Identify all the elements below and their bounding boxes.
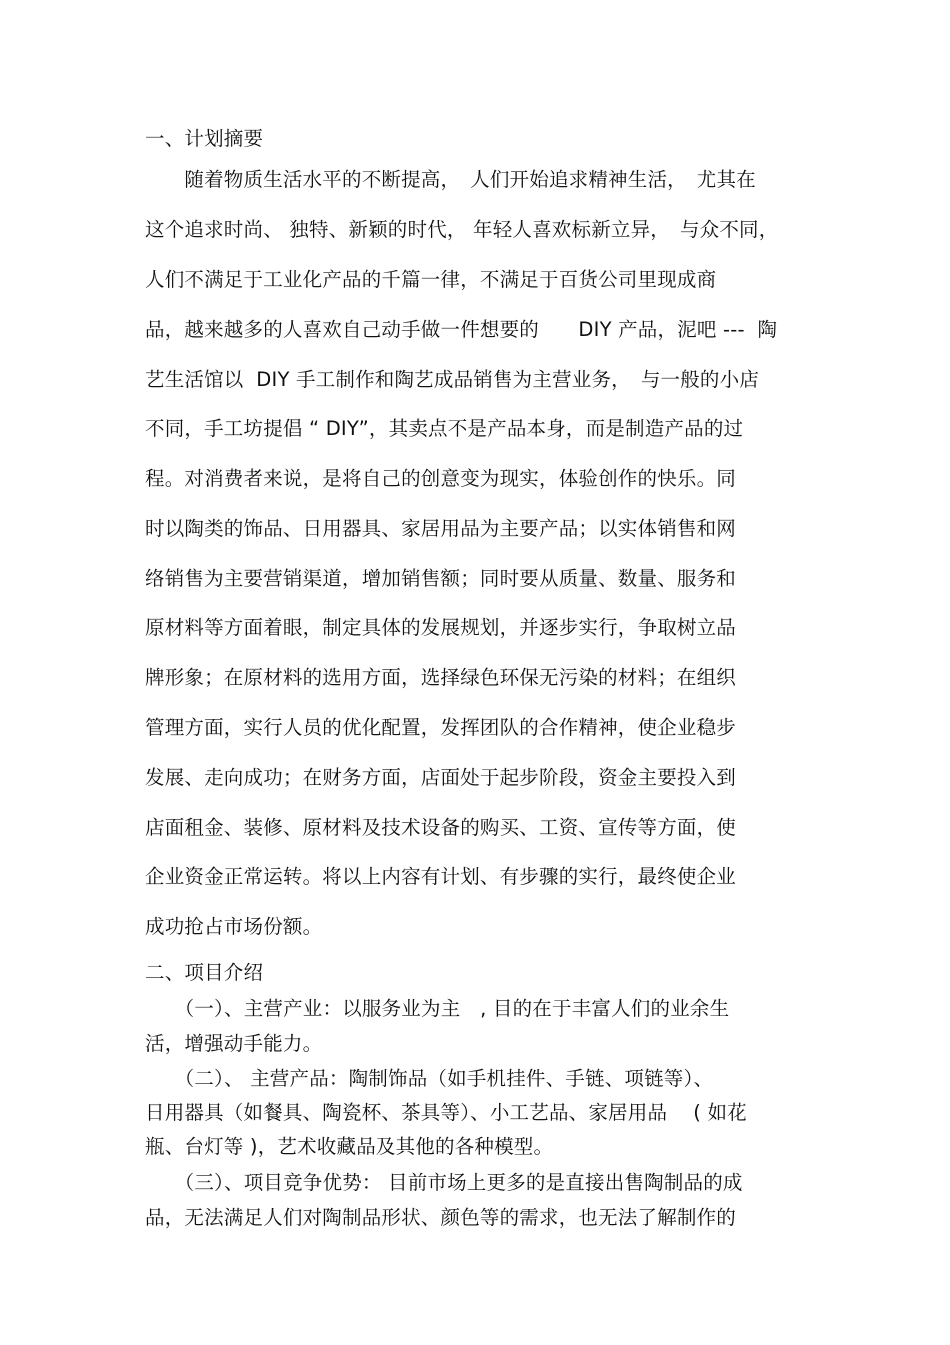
paragraph-line: 品，无法满足人们对陶制品形状、颜色等的需求，也无法了解制作的 bbox=[145, 1206, 737, 1229]
paragraph-line: 店面租金、装修、原材料及技术设备的购买、工资、宣传等方面，使 bbox=[145, 816, 737, 839]
paragraph-line: （三）、项目竞争优势： 目前市场上更多的是直接出售陶制品的成 bbox=[145, 1171, 743, 1194]
paragraph-line: 瓶、台灯等 )，艺术收藏品及其他的各种模型。 bbox=[145, 1135, 554, 1158]
paragraph-line: 企业资金正常运转。将以上内容有计划、有步骤的实行，最终使企业 bbox=[145, 865, 737, 888]
paragraph-line: （一）、主营产业：以服务业为主 , 目的在于丰富人们的业余生 bbox=[145, 997, 730, 1020]
paragraph-line: 日用器具（如餐具、陶瓷杯、茶具等）、小工艺品、家居用品 ( 如花 bbox=[145, 1101, 747, 1124]
paragraph-line: 发展、走向成功；在财务方面，店面处于起步阶段，资金主要投入到 bbox=[145, 766, 737, 789]
paragraph-line: 管理方面，实行人员的优化配置，发挥团队的合作精神，使企业稳步 bbox=[145, 716, 737, 739]
paragraph-line: 活，增强动手能力。 bbox=[145, 1032, 323, 1055]
paragraph-line: 这个追求时尚、 独特、新颖的时代， 年轻人喜欢标新立异， 与众不同， bbox=[145, 218, 779, 241]
paragraph-line: 牌形象；在原材料的选用方面，选择绿色环保无污染的材料；在组织 bbox=[145, 666, 737, 689]
paragraph-line: 络销售为主要营销渠道，增加销售额；同时要从质量、数量、服务和 bbox=[145, 567, 737, 590]
paragraph-line: 人们不满足于工业化产品的千篇一律，不满足于百货公司里现成商 bbox=[145, 268, 717, 291]
paragraph-line: 品，越来越多的人喜欢自己动手做一件想要的 DIY 产品，泥吧 --- 陶 bbox=[145, 318, 778, 341]
paragraph-line: 程。对消费者来说，是将自己的创意变为现实，体验创作的快乐。同 bbox=[145, 467, 737, 490]
paragraph-line: 艺生活馆以 DIY 手工制作和陶艺成品销售为主营业务， 与一般的小店 bbox=[145, 368, 760, 391]
paragraph-line: 不同，手工坊提倡 “ DIY”，其卖点不是产品本身，而是制造产品的过 bbox=[145, 417, 744, 440]
paragraph-line: 时以陶类的饰品、日用器具、家居用品为主要产品；以实体销售和网 bbox=[145, 517, 737, 540]
paragraph-line: 原材料等方面着眼，制定具体的发展规划，并逐步实行，争取树立品 bbox=[145, 616, 737, 639]
section-heading-plan-summary: 一、计划摘要 bbox=[145, 127, 264, 150]
section-heading-project-intro: 二、项目介绍 bbox=[145, 961, 264, 984]
paragraph-line: 随着物质生活水平的不断提高， 人们开始追求精神生活， 尤其在 bbox=[145, 168, 756, 191]
paragraph-line: 成功抢占市场份额。 bbox=[145, 915, 323, 938]
paragraph-line: （二）、 主营产品：陶制饰品（如手机挂件、手链、项链等）、 bbox=[145, 1067, 714, 1090]
